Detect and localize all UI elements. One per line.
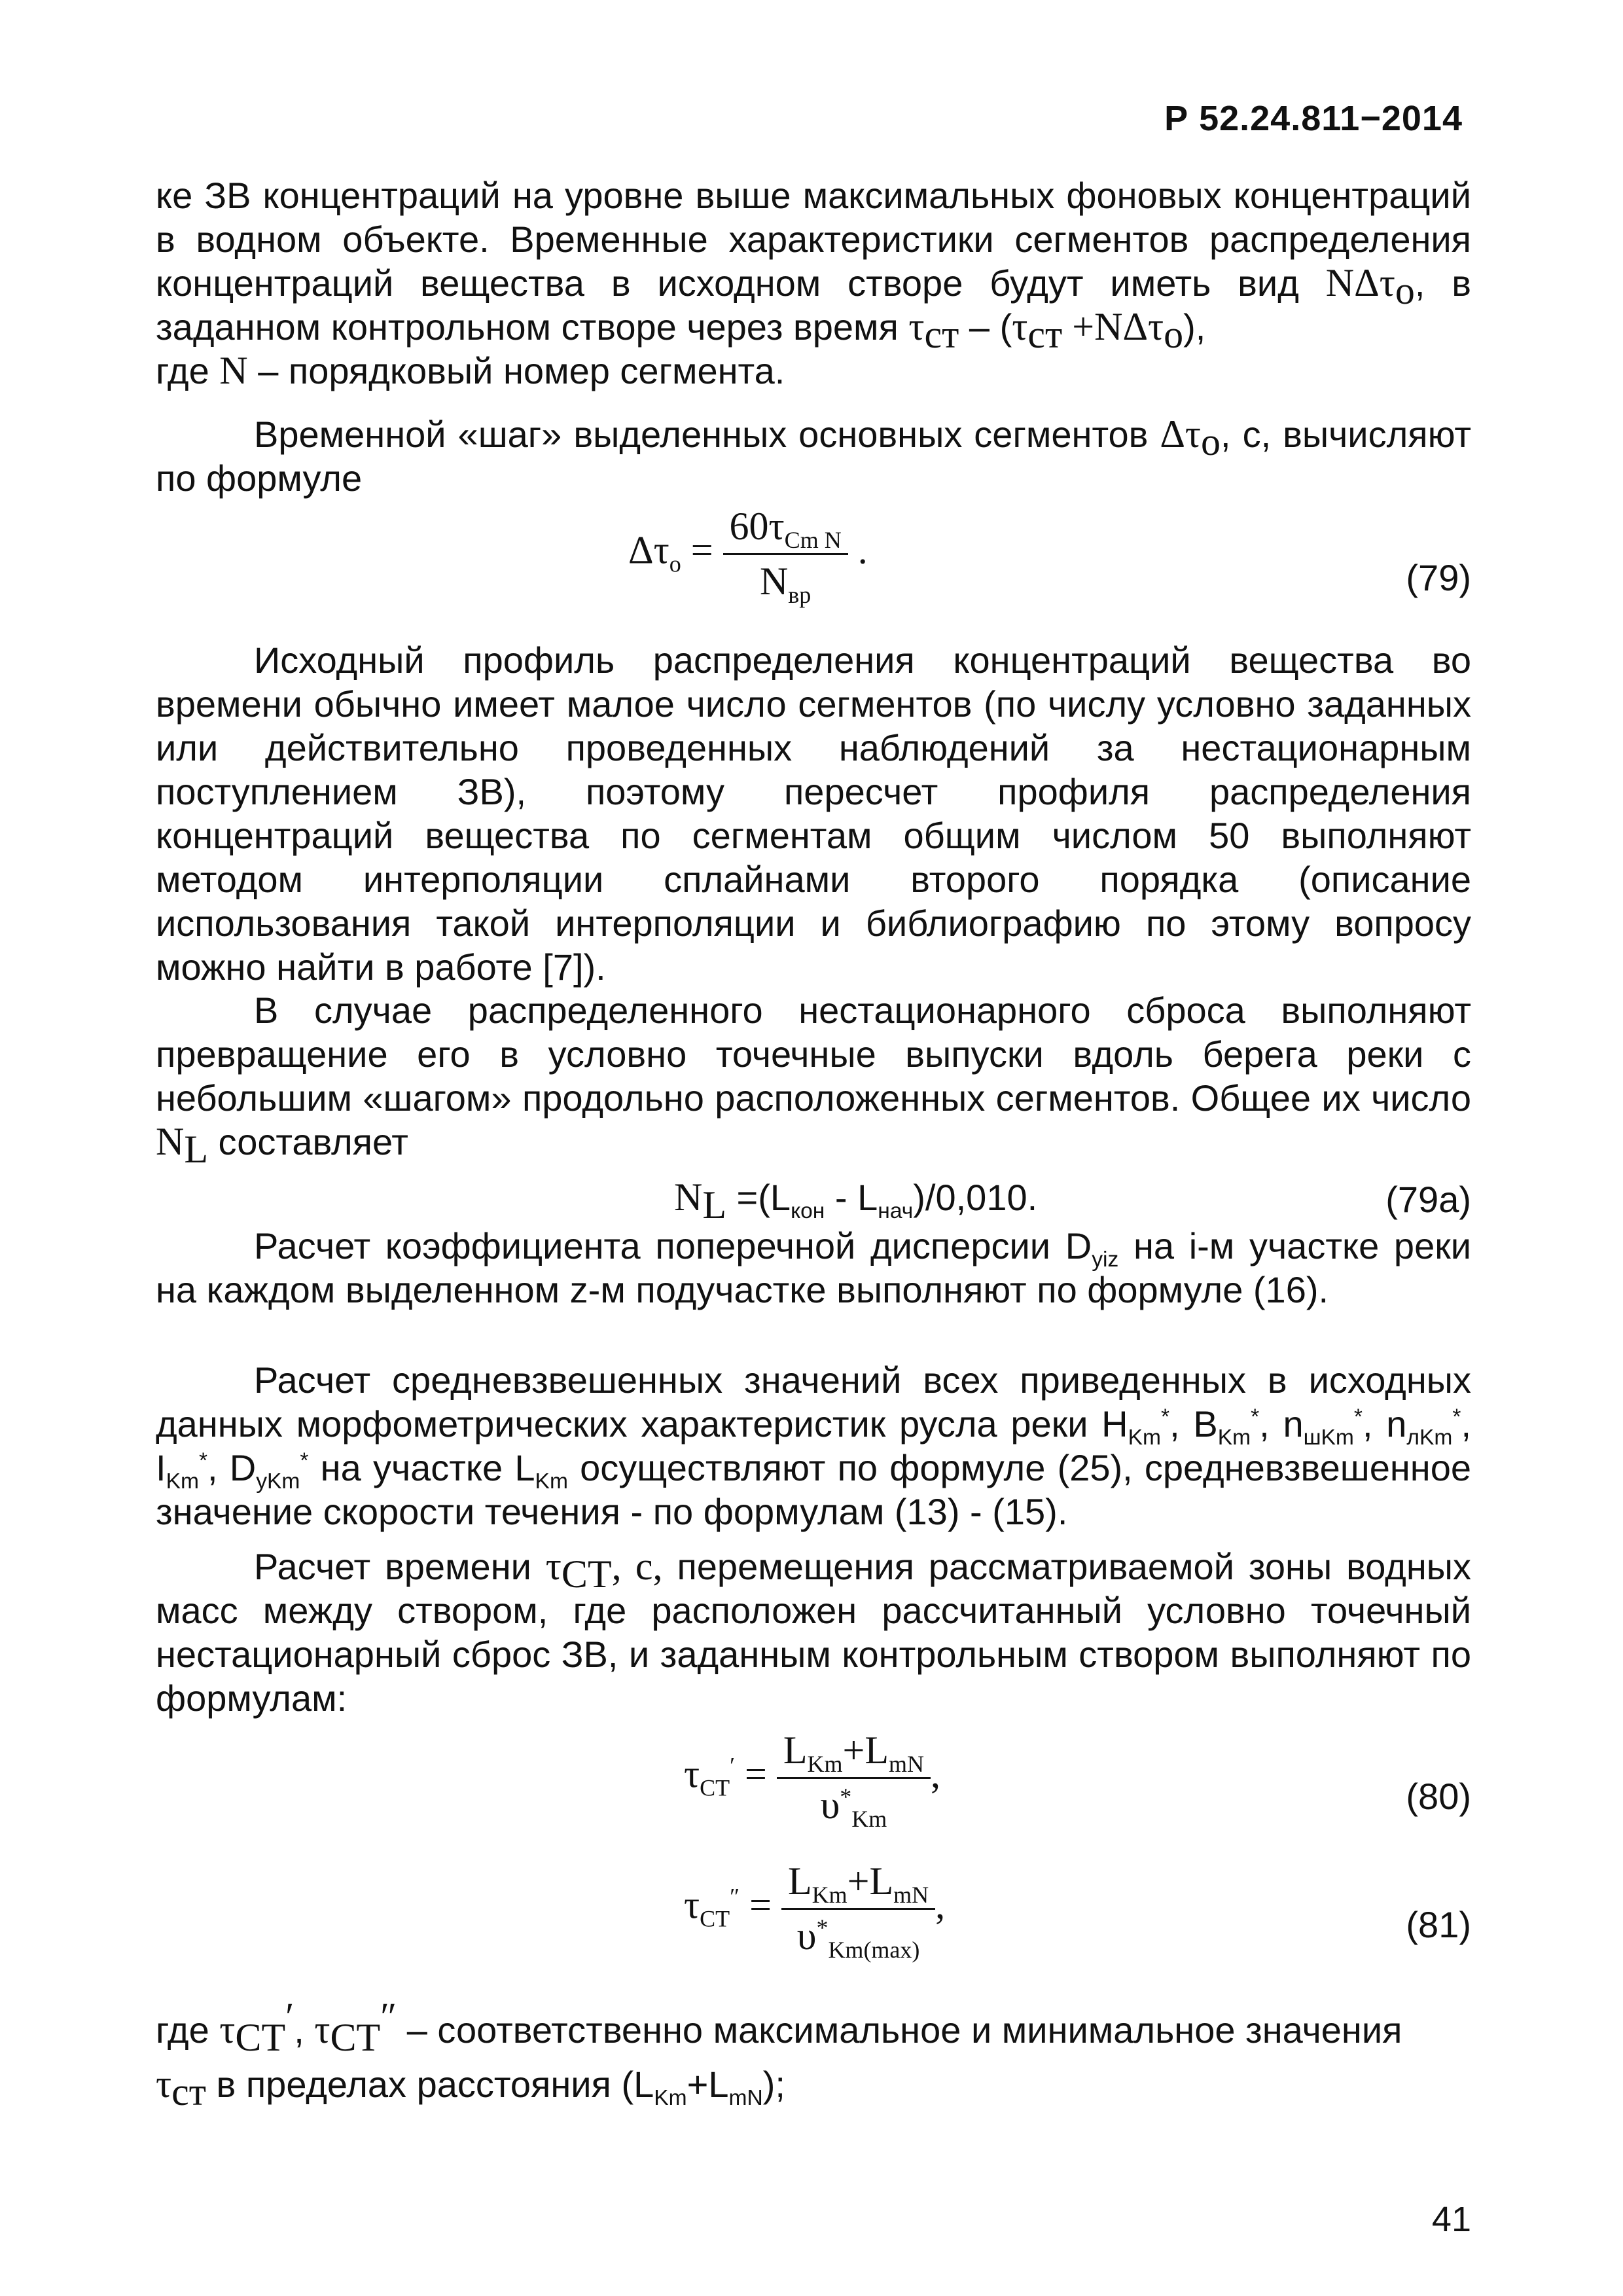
paragraph-4 — [156, 988, 1471, 1172]
subscript: СТ — [700, 1774, 730, 1801]
document-code: Р 52.24.811−2014 — [1164, 99, 1463, 138]
text: ), — [1183, 306, 1206, 348]
paragraph-2 — [156, 412, 1471, 500]
formula-symbol: τ — [545, 1545, 562, 1588]
double-prime: ″ — [730, 1883, 740, 1910]
text: Временной «шаг» выделенных основных сегментов — [254, 414, 1160, 455]
formula-symbol: τ — [156, 2062, 172, 2106]
equation-number-80: (80) — [1406, 1776, 1471, 1817]
fraction — [723, 504, 848, 608]
equation-number-81: (81) — [1406, 1904, 1471, 1945]
formula-symbol: Δτ — [1160, 412, 1202, 456]
equals-sign: = — [740, 1883, 772, 1927]
text: , в заданном контрольном створе через время — [156, 262, 1472, 348]
text: – ( — [959, 306, 1012, 348]
formula-symbol: NΔτ — [1325, 261, 1395, 304]
fraction — [777, 1728, 931, 1832]
formula-symbol: τ — [1012, 305, 1028, 348]
numerator: $L_{Km}+L_{mN}$ — [781, 1859, 935, 1910]
subscript: yiz — [1092, 1247, 1119, 1272]
text: на i-м участке реки на каждом выделенном z-м подучастке выполняют по формуле (16). — [156, 1225, 1471, 1310]
text: Расчет коэффициента поперечной дисперсии D — [254, 1225, 1092, 1266]
formula-symbol: τ — [314, 2008, 330, 2051]
paragraph-7: Расчет времени $\tau_{СТ}$, с, перемещения рассматриваемой зоны водных масс между створом, где расположен рассчитанный условно точечный нестационарный сброс ЗВ, и заданным контрольным створом выполняют по формулам: — [156, 1545, 1472, 1719]
fraction — [781, 1859, 935, 1963]
equation-79a: $N_L =(L_{кон} - L_{нач})/0,010$. — [674, 1175, 1038, 1227]
denominator: $\upsilon^*_{Km}$ — [820, 1784, 887, 1832]
paragraph-3: Исходный профиль распределения концентраций вещества во времени обычно имеет малое число сегментов (по числу условно заданных или действительно проведенных наблюдений за нестационарным поступлением ЗВ), поэтому пересчет профиля распределения концентраций вещества по сегментам общим числом 50 выполняют методом интерполяции сплайнами второго порядка (описание использования такой интерполяции и библиографию по этому вопросу можно найти в работе [7]). — [156, 639, 1471, 988]
paragraph-6: Расчет средневзвешенных значений всех приведенных в исходных данных морфометрических характеристик русла реки $H_{Km}^*$, $B_{Km}^*$, $n_{шKm}^*$, $n_{лKm}^*$, $I_{Km}^*$, $D_{yKm}^*$ на участке $L_{Km}$ осуществляют по формуле (25), средневзвешенное значение скорости течения - по формулам (13) - (15). — [156, 1359, 1472, 1532]
page-number: 41 — [1431, 2200, 1471, 2239]
equation-80 — [684, 1728, 941, 1832]
equation-81 — [684, 1859, 946, 1963]
subscript: о — [1164, 313, 1184, 357]
subscript: L — [702, 1183, 726, 1227]
formula-symbol: τ — [908, 305, 925, 348]
subscript: о — [1395, 269, 1415, 313]
paragraph-5 — [156, 1224, 1471, 1312]
formula-tail: , — [935, 1883, 946, 1927]
formula-symbol: τ — [684, 1752, 700, 1796]
prime: ′ — [730, 1752, 736, 1779]
subscript: L — [184, 1128, 208, 1172]
text: – порядковый номер сегмента. — [247, 350, 785, 391]
formula-symbol: N — [156, 1120, 185, 1163]
paragraph-8: где $\tau_{СТ}'$, $\tau_{СТ}''$ – соответственно максимальное и минимальное значения $\tau_{ст}$ в пределах расстояния $(L_{Km}+L_{mN})$; — [156, 1995, 1402, 2114]
text: , с, вычисляют по формуле — [156, 414, 1472, 499]
numerator: $L_{Km}+L_{mN}$ — [777, 1728, 931, 1779]
equals-sign: = — [681, 528, 723, 572]
formula-symbol: Δτ — [628, 528, 669, 572]
subscript: ст — [924, 313, 959, 357]
equation-number-79: (79) — [1406, 557, 1471, 598]
subscript: о — [669, 550, 681, 577]
text: В случае распределенного нестационарного сброса выполняют превращение его в условно точечные выпуски вдоль берега реки с небольшим «шагом» продольно расположенных сегментов. Общее их число — [156, 990, 1471, 1119]
text: ке ЗВ концентраций на уровне выше максимальных фоновых концентраций в водном объекте. Временные характеристики сегментов распределения концентраций вещества в исходном створе будут иметь вид — [156, 175, 1471, 304]
denominator: $\upsilon^*_{Km(max)}$ — [796, 1914, 920, 1963]
equation-number-79a: (79а) — [1385, 1179, 1471, 1220]
numerator: $60\tau_{Cm N}$ — [723, 504, 848, 555]
text: где — [156, 350, 220, 391]
paragraph-1 — [156, 173, 1471, 393]
formula-symbol: N — [219, 349, 248, 392]
formula-symbol: +NΔτ — [1062, 305, 1164, 348]
equals-sign: = — [735, 1752, 767, 1796]
formula-tail: . — [847, 528, 868, 572]
formula-symbol: τ — [684, 1883, 700, 1927]
formula-symbol: N — [674, 1175, 703, 1219]
subscript: ст — [1027, 313, 1063, 357]
subscript: о — [1201, 420, 1221, 464]
equation-79 — [628, 504, 868, 608]
subscript: СТ — [700, 1905, 730, 1932]
subscript: СТ — [561, 1552, 612, 1596]
text: составляет — [208, 1121, 408, 1162]
formula-tail: , — [931, 1752, 941, 1796]
formula-symbol: τ — [219, 2008, 236, 2051]
denominator: $N_{вр}$ — [759, 560, 812, 608]
